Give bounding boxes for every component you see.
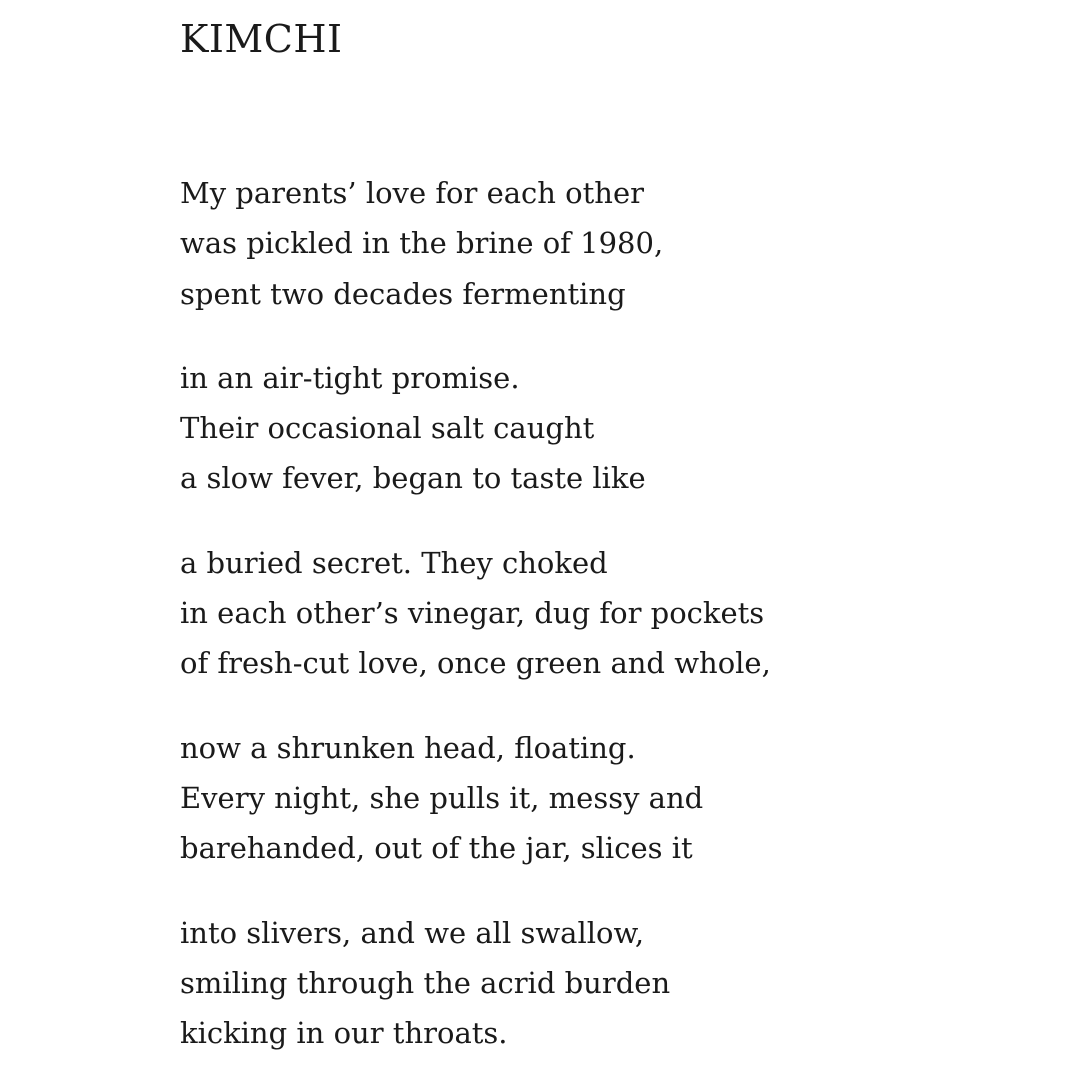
poem-line: spent two decades fermenting — [180, 276, 626, 311]
poem-line: barehanded, out of the jar, slices it — [180, 831, 693, 866]
poem-body — [180, 168, 1040, 1092]
poem-line: of fresh-cut love, once green and whole, — [180, 646, 771, 681]
poem-line: Their occasional salt caught — [180, 411, 595, 446]
stanza-3 — [180, 538, 1040, 689]
poem-line: into slivers, and we all swallow, — [180, 915, 645, 950]
poem-line: was pickled in the brine of 1980, — [180, 226, 664, 261]
poem-line: kicking in our throats. — [180, 1016, 508, 1051]
poem-line: a slow fever, began to taste like — [180, 461, 646, 496]
stanza-5 — [180, 908, 1040, 1059]
poem-line: in an air-tight promise. — [180, 360, 520, 395]
poem-line: in each other’s vinegar, dug for pockets — [180, 596, 765, 631]
poem-title: KIMCHI — [180, 17, 343, 61]
poem-line: smiling through the acrid burden — [180, 965, 671, 1000]
poem-line: My parents’ love for each other — [180, 176, 644, 210]
poem-line: Every night, she pulls it, messy and — [180, 780, 704, 815]
stanza-1 — [180, 168, 1040, 319]
stanza-2 — [180, 353, 1040, 504]
stanza-4 — [180, 723, 1040, 874]
poem-line: now a shrunken head, floating. — [180, 730, 636, 765]
poem-line: a buried secret. They choked — [180, 545, 608, 580]
